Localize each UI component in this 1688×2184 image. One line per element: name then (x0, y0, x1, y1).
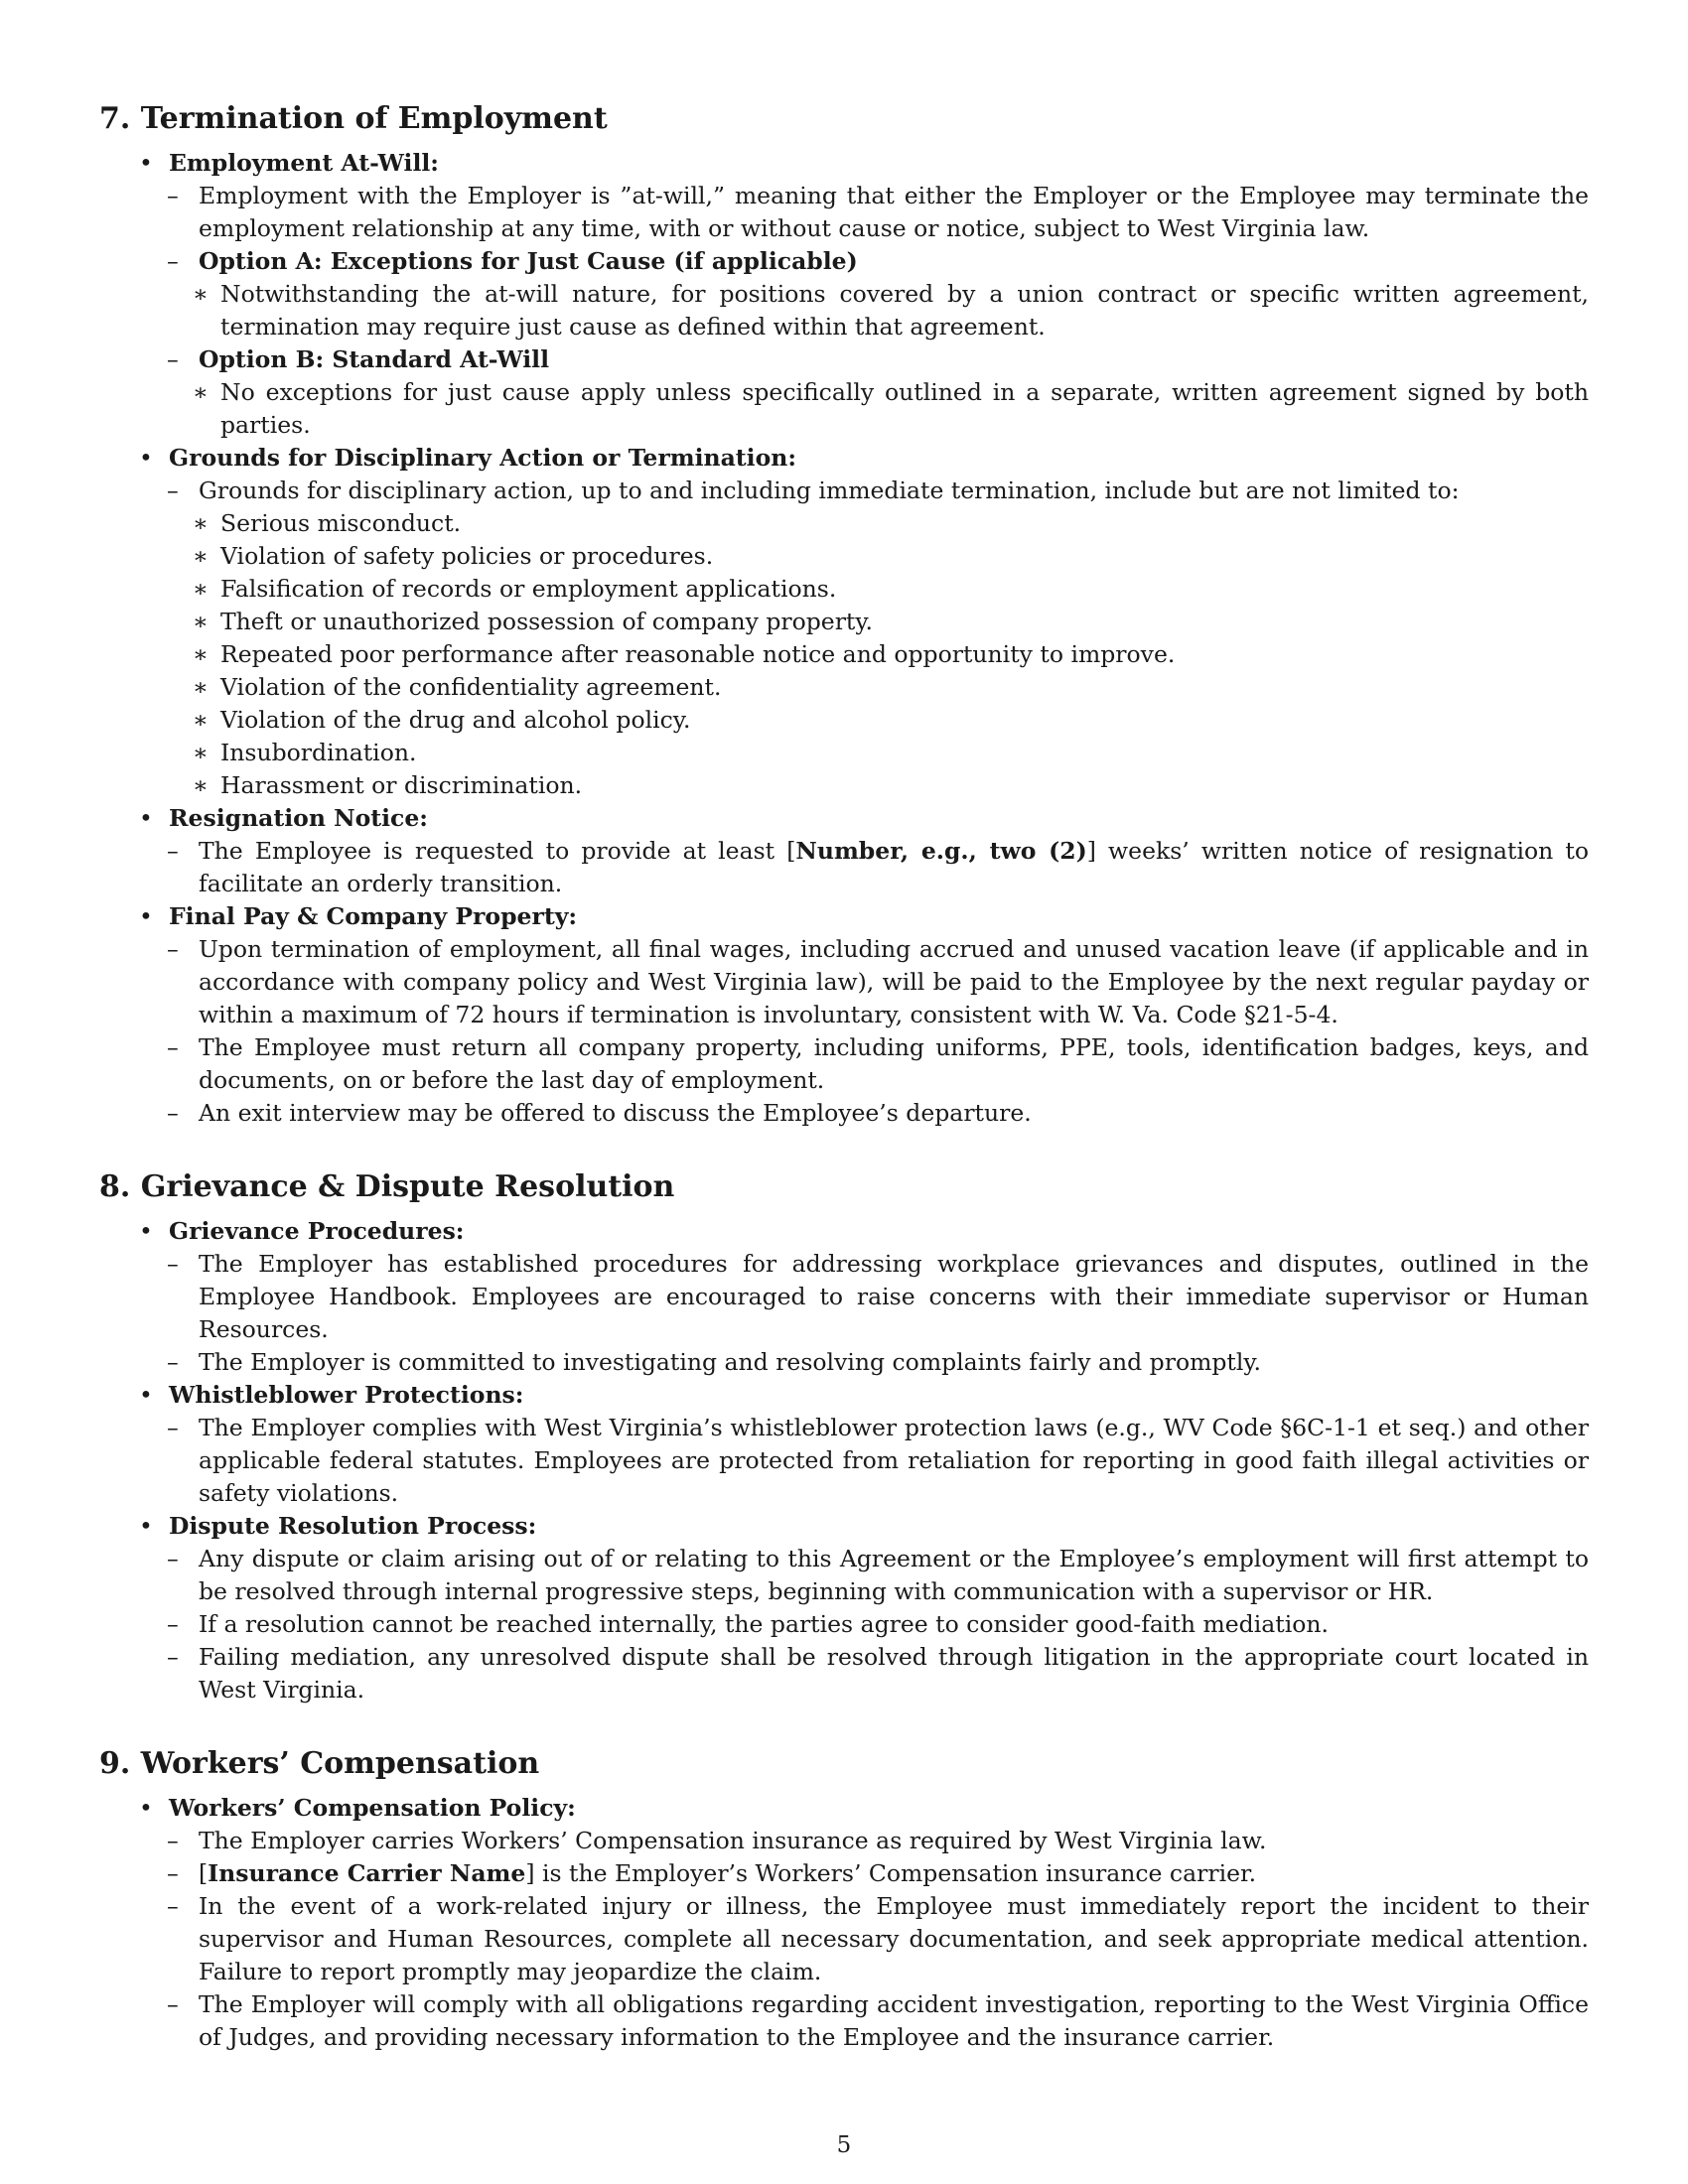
option-b-heading: Option B: Standard At-Will (199, 345, 550, 373)
text-fragment: The Employee is requested to provide at least [ (199, 837, 796, 865)
section-termination (99, 97, 1589, 1130)
item-heading: Employment At-Will: (169, 149, 439, 177)
grounds-list-item: ∗ Insubordination. (169, 737, 1589, 769)
grounds-list-item: ∗ Falsification of records or employment applications. (169, 573, 1589, 606)
option-a-text: ∗ Notwithstanding the at-will nature, for positions covered by a union contract or specific written agreement, termination may require just cause as defined within that agreement. (169, 278, 1589, 343)
option-b-text: ∗ No exceptions for just cause apply unless specifically outlined in a separate, written agreement signed by both parties. (169, 376, 1589, 442)
item-heading: Grounds for Disciplinary Action or Termination: (169, 444, 797, 472)
section-grievance (99, 1165, 1589, 1706)
sub-item: – If a resolution cannot be reached internally, the parties agree to consider good-faith mediation. (139, 1608, 1589, 1641)
page-number: 5 (836, 2132, 852, 2158)
grievance-item (99, 1215, 1589, 1379)
section-title: 7. Termination of Employment (99, 101, 608, 136)
sub-item: – Any dispute or claim arising out of or relating to this Agreement or the Employee’s employment will first attempt to be resolved through internal progressive steps, beginning with communication with a supervisor or HR. (139, 1543, 1589, 1608)
grounds-list-item: ∗ Violation of safety policies or procedures. (169, 540, 1589, 573)
sub-item: – The Employer has established procedures for addressing workplace grievances and disputes, outlined in the Employee Handbook. Employees are encouraged to raise concerns with their immediate supervisor or Human Resources. (139, 1248, 1589, 1346)
sub-item: – Failing mediation, any unresolved dispute shall be resolved through litigation in the appropriate court located in West Virginia. (139, 1641, 1589, 1706)
dispute-item (99, 1510, 1589, 1706)
grounds-list-item: ∗ Theft or unauthorized possession of company property. (169, 606, 1589, 638)
sub-item: – Upon termination of employment, all final wages, including accrued and unused vacation leave (if applicable and in accordance with company policy and West Virginia law), will be paid to the Employee by the next regular payday or within a maximum of 72 hours if termination is involuntary, consistent with W. Va. Code §21-5-4. (139, 933, 1589, 1031)
item-heading: Dispute Resolution Process: (169, 1512, 537, 1540)
carrier-placeholder: Insurance Carrier Name (208, 1859, 526, 1887)
section-workers-comp (99, 1742, 1589, 2054)
grounds-list-item: ∗ Serious misconduct. (169, 507, 1589, 540)
sub-item: – An exit interview may be offered to discuss the Employee’s departure. (139, 1097, 1589, 1130)
sub-item: – Employment with the Employer is ”at-will,” meaning that either the Employer or the Employee may terminate the employment relationship at any time, with or without cause or notice, subject to West Virginia law. (139, 180, 1589, 245)
at-will-item (99, 147, 1589, 442)
final-pay-item (99, 900, 1589, 1130)
whistleblower-item (99, 1379, 1589, 1510)
grounds-list-item: ∗ Repeated poor performance after reasonable notice and opportunity to improve. (169, 638, 1589, 671)
sub-item: – The Employer is committed to investigating and resolving complaints fairly and promptly. (139, 1346, 1589, 1379)
grounds-intro (139, 475, 1589, 802)
workers-comp-item (99, 1792, 1589, 2054)
item-heading: Resignation Notice: (169, 804, 428, 832)
sub-item: – The Employer complies with West Virginia’s whistleblower protection laws (e.g., WV Code §6C-1-1 et seq.) and other applicable federal statutes. Employees are protected from retaliation for reporting in good faith illegal activities or safety violations. (139, 1412, 1589, 1510)
option-a (139, 245, 1589, 343)
text-fragment: ] weeks’ written notice of resignation to facilitate an orderly transition. (199, 837, 1589, 897)
item-heading: Whistleblower Protections: (169, 1381, 524, 1409)
notice-placeholder: Number, e.g., two (2) (795, 837, 1087, 865)
item-heading: Final Pay & Company Property: (169, 902, 578, 930)
sub-item: – The Employer will comply with all obligations regarding accident investigation, reporting to the West Virginia Office of Judges, and providing necessary information to the Employee and the insurance carrier. (139, 1988, 1589, 2054)
resignation-text (139, 835, 1589, 900)
item-heading: Grievance Procedures: (169, 1217, 465, 1245)
grounds-item (99, 442, 1589, 802)
carrier-item (139, 1857, 1589, 1890)
section-title: 8. Grievance & Dispute Resolution (99, 1169, 675, 1204)
section-title: 9. Workers’ Compensation (99, 1746, 540, 1781)
text-fragment: ] is the Employer’s Workers’ Compensation insurance carrier. (525, 1859, 1257, 1887)
document-page (99, 89, 1589, 2090)
text-fragment: [ (199, 1859, 209, 1887)
option-b (139, 343, 1589, 442)
grounds-list-item: ∗ Harassment or discrimination. (169, 769, 1589, 802)
sub-item: – In the event of a work-related injury or illness, the Employee must immediately report the incident to their supervisor and Human Resources, complete all necessary documentation, and seek appropriate medical attention. Failure to report promptly may jeopardize the claim. (139, 1890, 1589, 1988)
sub-item: – The Employee must return all company property, including uniforms, PPE, tools, identification badges, keys, and documents, on or before the last day of employment. (139, 1031, 1589, 1097)
sub-item: – The Employer carries Workers’ Compensation insurance as required by West Virginia law. (139, 1825, 1589, 1857)
option-a-heading: Option A: Exceptions for Just Cause (if applicable) (199, 247, 858, 275)
grounds-list-item: ∗ Violation of the drug and alcohol policy. (169, 704, 1589, 737)
grounds-list-item: ∗ Violation of the confidentiality agreement. (169, 671, 1589, 704)
resignation-item (99, 802, 1589, 900)
grounds-intro-text: Grounds for disciplinary action, up to and including immediate termination, include but are not limited to: (199, 477, 1460, 504)
item-heading: Workers’ Compensation Policy: (169, 1794, 576, 1822)
